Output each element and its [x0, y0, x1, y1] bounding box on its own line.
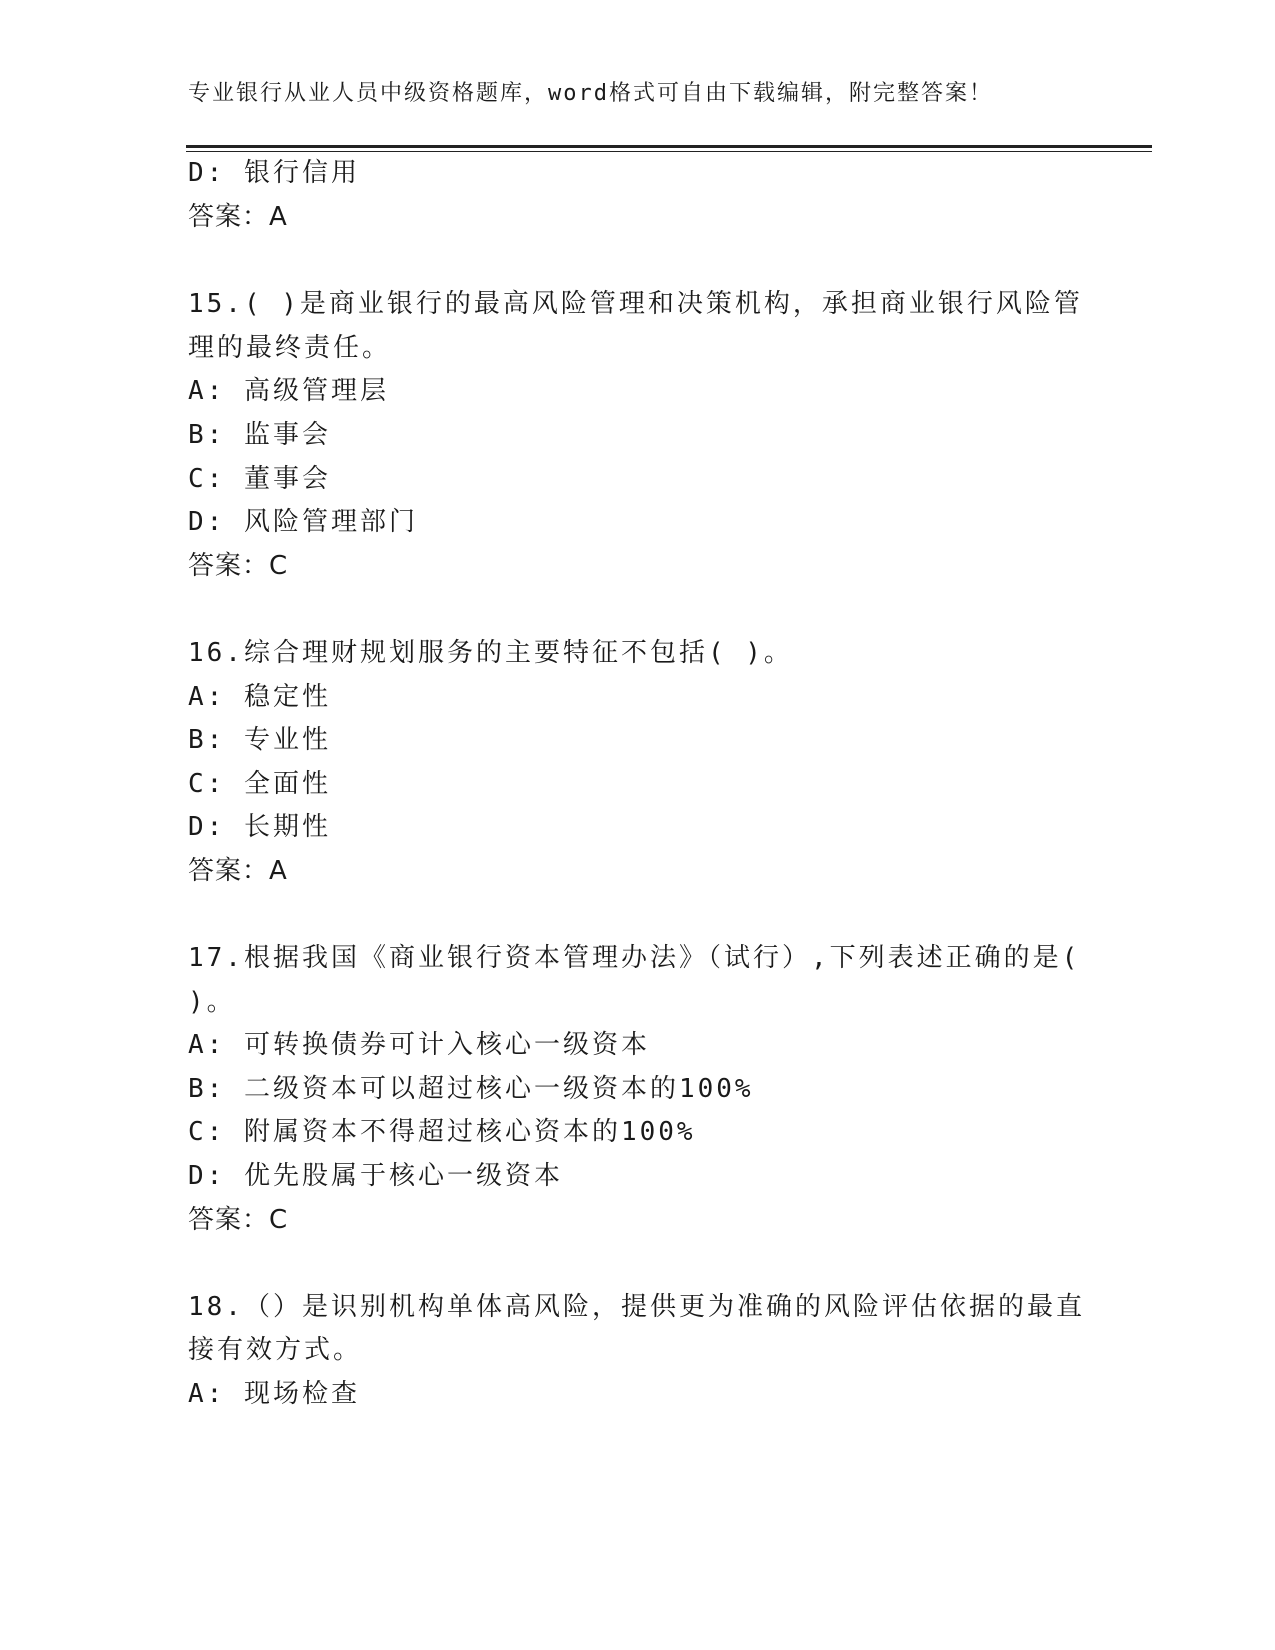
header-rule-thick	[186, 145, 1152, 148]
option-line: D: 银行信用	[188, 158, 360, 188]
answer-line: 答案：C	[188, 551, 289, 581]
page-header: 专业银行从业人员中级资格题库，word格式可自由下载编辑，附完整答案！	[188, 81, 993, 106]
header-rule-thin	[186, 151, 1152, 152]
question-line: 接有效方式。	[188, 1335, 363, 1365]
option-line: D: 风险管理部门	[188, 507, 418, 537]
question-line: 16.综合理财规划服务的主要特征不包括( )。	[188, 638, 793, 668]
option-line: A: 稳定性	[188, 682, 331, 712]
answer-line: 答案：A	[188, 856, 288, 886]
option-line: C: 全面性	[188, 769, 331, 799]
option-line: A: 现场检查	[188, 1379, 360, 1409]
option-line: C: 附属资本不得超过核心资本的100%	[188, 1117, 696, 1147]
question-line: )。	[188, 987, 236, 1017]
question-line: 18.（）是识别机构单体高风险，提供更为准确的风险评估依据的最直	[188, 1292, 1085, 1322]
option-line: D: 长期性	[188, 812, 331, 842]
question-line: 理的最终责任。	[188, 333, 392, 363]
option-line: B: 二级资本可以超过核心一级资本的100%	[188, 1074, 754, 1104]
option-line: B: 监事会	[188, 420, 331, 450]
question-line: 15.( )是商业银行的最高风险管理和决策机构，承担商业银行风险管	[188, 289, 1083, 319]
option-line: D: 优先股属于核心一级资本	[188, 1161, 563, 1191]
option-line: C: 董事会	[188, 464, 331, 494]
option-line: A: 可转换债券可计入核心一级资本	[188, 1030, 650, 1060]
answer-line: 答案：C	[188, 1205, 289, 1235]
option-line: B: 专业性	[188, 725, 331, 755]
answer-line: 答案：A	[188, 202, 288, 232]
option-line: A: 高级管理层	[188, 376, 389, 406]
question-line: 17.根据我国《商业银行资本管理办法》（试行）,下列表述正确的是(	[188, 943, 1081, 973]
